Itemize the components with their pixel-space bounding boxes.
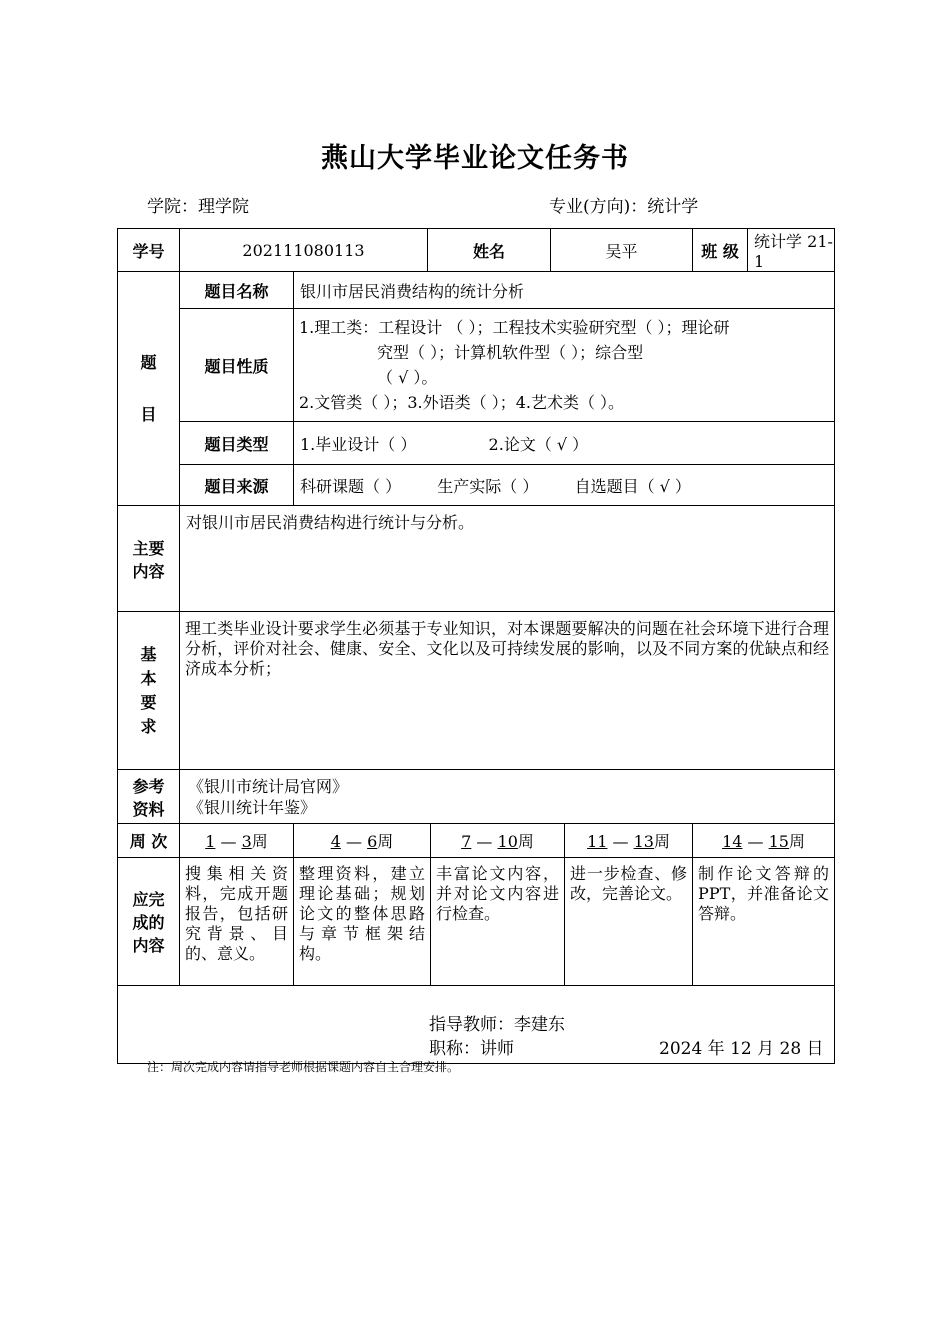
week-to: 10 bbox=[497, 832, 518, 851]
week-unit: 周 bbox=[653, 832, 670, 851]
references-label-line: 参考 bbox=[132, 776, 165, 796]
topic-label-char: 题 bbox=[140, 353, 157, 373]
tasks-label-line: 应完 bbox=[132, 890, 165, 909]
weeks-label: 周 次 bbox=[118, 824, 180, 858]
nature-line: 1.理工类：工程设计 （ ）；工程技术实验研究型（ ）；理论研 bbox=[299, 318, 730, 337]
week-to: 13 bbox=[633, 832, 654, 851]
week-to: 6 bbox=[367, 832, 378, 851]
main-content-label-line: 内容 bbox=[132, 561, 165, 581]
nature-line: （ √ ）。 bbox=[377, 368, 438, 387]
topic-type-options bbox=[294, 422, 835, 465]
week-range bbox=[565, 824, 693, 858]
references-label bbox=[118, 770, 180, 824]
week-unit: 周 bbox=[377, 832, 394, 851]
nature-line: 2.文管类（ ）；3.外语类（ ）；4.艺术类（ ）。 bbox=[299, 393, 625, 412]
week-range bbox=[180, 824, 294, 858]
requirements-label-char: 基 bbox=[140, 644, 157, 664]
name-label: 姓名 bbox=[428, 229, 551, 272]
requirements-label-char: 求 bbox=[140, 716, 157, 736]
week-from: 1 bbox=[205, 832, 216, 851]
references-list bbox=[180, 770, 835, 824]
week-dash: — bbox=[346, 832, 362, 851]
main-content-label bbox=[118, 506, 180, 612]
week-dash: — bbox=[747, 832, 764, 851]
source-option-self: 自选题目（ √ ） bbox=[574, 476, 691, 496]
task-form-table bbox=[117, 228, 835, 1064]
week-unit: 周 bbox=[251, 832, 268, 851]
signature-date: 2024 年 12 月 28 日 bbox=[659, 1039, 824, 1059]
tasks-label-line: 内容 bbox=[132, 936, 165, 955]
tasks-label bbox=[118, 858, 180, 986]
week-unit: 周 bbox=[517, 832, 534, 851]
task-cell: 制作论文答辩的PPT，并准备论文答辩。 bbox=[693, 858, 835, 986]
student-id-label: 学号 bbox=[118, 229, 180, 272]
topic-source-label: 题目来源 bbox=[180, 465, 294, 506]
signature-block bbox=[118, 986, 835, 1064]
task-cell: 丰富论文内容，并对论文内容进行检查。 bbox=[431, 858, 565, 986]
advisor-signature: 指导教师：李建东 bbox=[429, 1015, 565, 1035]
task-cell: 整理资料，建立理论基础；规划论文的整体思路与章节框架结构。 bbox=[294, 858, 431, 986]
type-option-design: 1.毕业设计（ ） bbox=[300, 434, 417, 454]
student-id-value: 202111080113 bbox=[180, 229, 428, 272]
nature-line: 究型（ ）；计算机软件型（ ）；综合型 bbox=[377, 343, 644, 362]
week-dash: — bbox=[612, 832, 629, 851]
footnote: 注：周次完成内容请指导老师根据课题内容自主合理安排。 bbox=[147, 1060, 460, 1074]
tasks-row bbox=[118, 858, 835, 986]
major-field: 专业(方向)：统计学 bbox=[549, 197, 699, 217]
week-dash: — bbox=[476, 832, 493, 851]
week-range bbox=[431, 824, 565, 858]
topic-section-label bbox=[118, 272, 180, 506]
week-to: 15 bbox=[768, 832, 789, 851]
topic-name-value: 银川市居民消费结构的统计分析 bbox=[294, 272, 835, 309]
week-from: 14 bbox=[722, 832, 743, 851]
week-from: 11 bbox=[587, 832, 608, 851]
week-dash: — bbox=[220, 832, 237, 851]
student-info-row bbox=[118, 229, 835, 272]
topic-nature-label: 题目性质 bbox=[180, 309, 294, 422]
week-to: 3 bbox=[241, 832, 252, 851]
week-unit: 周 bbox=[788, 832, 805, 851]
week-from: 4 bbox=[330, 832, 341, 851]
type-option-thesis: 2.论文（ √ ） bbox=[488, 434, 589, 454]
name-value: 吴平 bbox=[551, 229, 693, 272]
topic-type-label: 题目类型 bbox=[180, 422, 294, 465]
references-label-line: 资料 bbox=[132, 799, 165, 819]
reference-item: 《银川市统计局官网》 bbox=[188, 776, 349, 796]
source-option-production: 生产实际（ ） bbox=[437, 476, 539, 496]
college-field: 学院：理学院 bbox=[147, 197, 249, 217]
requirements-label bbox=[118, 612, 180, 770]
task-cell: 进一步检查、修改，完善论文。 bbox=[565, 858, 693, 986]
topic-name-label: 题目名称 bbox=[180, 272, 294, 309]
week-range bbox=[294, 824, 431, 858]
topic-source-options bbox=[294, 465, 835, 506]
main-content-text: 对银川市居民消费结构进行统计与分析。 bbox=[180, 506, 835, 612]
topic-label-char: 目 bbox=[140, 404, 157, 424]
tasks-label-line: 成的 bbox=[132, 913, 165, 932]
week-from: 7 bbox=[461, 832, 472, 851]
weeks-row bbox=[118, 824, 835, 858]
week-range bbox=[693, 824, 835, 858]
requirements-text: 理工类毕业设计要求学生必须基于专业知识，对本课题要解决的问题在社会环境下进行合理分析，评价对社会、健康、安全、文化以及可持续发展的影响，以及不同方案的优缺点和经济成本分析； bbox=[180, 612, 835, 770]
advisor-position: 职称：讲师 bbox=[429, 1039, 514, 1059]
topic-nature-options bbox=[294, 309, 835, 422]
document-title: 燕山大学毕业论文任务书 bbox=[321, 143, 629, 174]
requirements-label-char: 要 bbox=[140, 692, 157, 712]
source-option-research: 科研课题（ ） bbox=[300, 476, 402, 496]
task-cell: 搜集相关资料，完成开题报告，包括研究背景、目的、意义。 bbox=[180, 858, 294, 986]
reference-item: 《银川统计年鉴》 bbox=[188, 797, 317, 817]
main-content-label-line: 主要 bbox=[132, 538, 165, 558]
class-label: 班 级 bbox=[693, 229, 748, 272]
class-value: 统计学 21-1 bbox=[748, 229, 835, 272]
requirements-label-char: 本 bbox=[140, 668, 157, 688]
